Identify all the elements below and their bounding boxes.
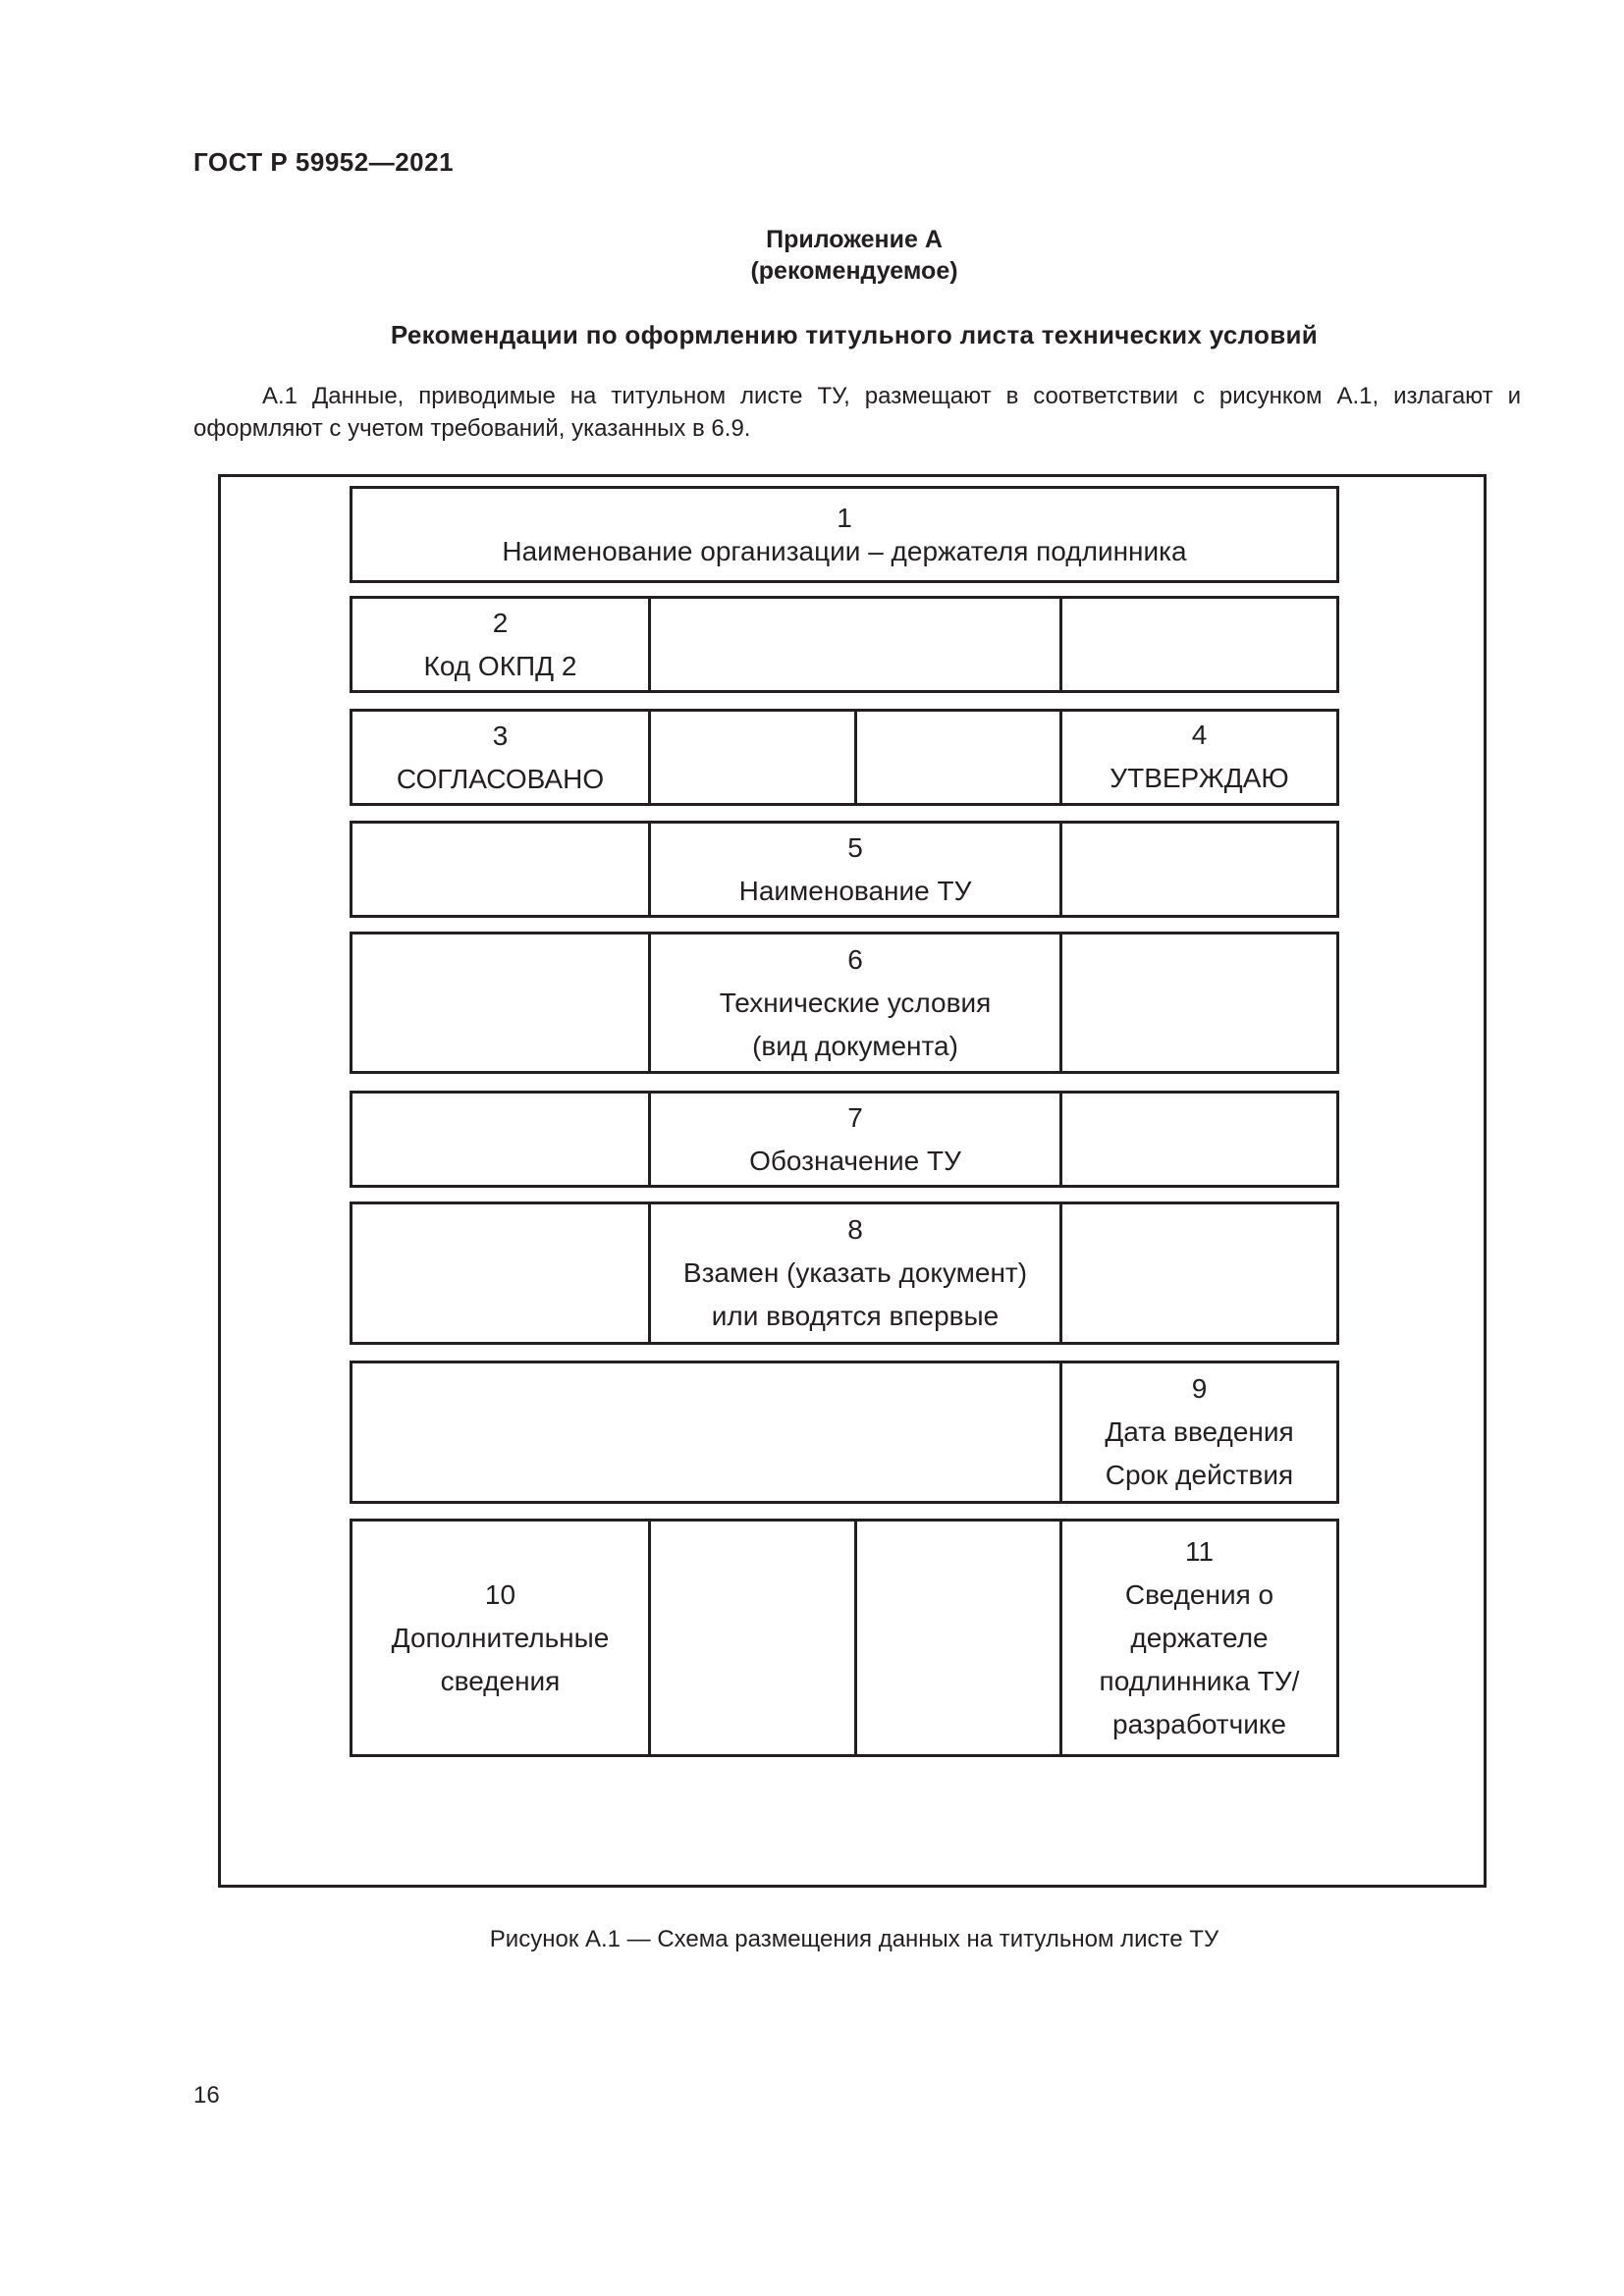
block-5-number: 5 <box>847 831 863 863</box>
appendix-status: (рекомендуемое) <box>750 257 958 285</box>
block-11-line-1: Сведения о <box>1124 1578 1274 1610</box>
block-9-number: 9 <box>1191 1373 1208 1404</box>
block-7-label: Обозначение ТУ <box>749 1145 961 1176</box>
block-3-cell <box>352 712 648 803</box>
block-8-row <box>350 1201 1339 1345</box>
paragraph-line-1: А.1 Данные, приводимые на титульном листе ТУ, размещают в соответствии с рисунком А.1, излагают и <box>262 383 1521 409</box>
block-8-line-2: или вводятся впервые <box>711 1301 1000 1331</box>
block-6-row <box>350 932 1339 1074</box>
block-5-label: Наименование ТУ <box>738 875 972 906</box>
divider <box>648 599 651 690</box>
block-6-line-2: (вид документа) <box>752 1030 958 1061</box>
divider <box>854 712 857 803</box>
block-7-cell <box>651 1094 1059 1185</box>
block-2-number: 2 <box>492 607 509 638</box>
block-9-cell <box>1062 1363 1336 1501</box>
block-4-number: 4 <box>1191 720 1208 750</box>
block-9-line-1: Дата введения <box>1105 1416 1294 1447</box>
block-1-label: Наименование организации – держателя подлинника <box>502 535 1187 566</box>
block-5-cell <box>651 824 1059 915</box>
divider <box>1059 1094 1062 1185</box>
divider <box>1059 934 1062 1071</box>
block-9-row <box>350 1361 1339 1504</box>
block-11-number: 11 <box>1184 1535 1215 1567</box>
section-title: Рекомендации по оформлению титульного листа технических условий <box>390 320 1319 349</box>
block-3-number: 3 <box>492 720 509 751</box>
block-2-label: Код ОКПД 2 <box>423 650 577 681</box>
block-6-number: 6 <box>847 943 863 975</box>
block-1-number: 1 <box>837 502 852 533</box>
divider <box>1059 824 1062 915</box>
block-11-line-3: подлинника ТУ/ <box>1099 1665 1300 1696</box>
block-7-row <box>350 1091 1339 1188</box>
divider <box>854 1522 857 1754</box>
block-10-line-1: Дополнительные <box>391 1622 610 1653</box>
block-8-number: 8 <box>847 1214 863 1245</box>
divider <box>648 712 651 803</box>
block-8-line-1: Взамен (указать документ) <box>682 1257 1028 1288</box>
divider <box>648 1522 651 1754</box>
divider <box>1059 1204 1062 1342</box>
block-6-line-1: Технические условия <box>719 987 992 1018</box>
block-4-cell <box>1062 712 1336 803</box>
block-4-label: УТВЕРЖДАЮ <box>1110 763 1289 793</box>
block-1-cell <box>352 489 1336 580</box>
block-5-row <box>350 821 1339 918</box>
figure-caption: Рисунок А.1 — Схема размещения данных на титульном листе ТУ <box>489 1926 1219 1952</box>
divider <box>1059 599 1062 690</box>
block-2-row <box>350 596 1339 693</box>
page-number: 16 <box>193 2082 220 2109</box>
block-3-label: СОГЛАСОВАНО <box>396 763 605 794</box>
block-10-11-row <box>350 1519 1339 1757</box>
block-10-number: 10 <box>484 1578 516 1610</box>
block-11-line-4: разработчике <box>1112 1708 1286 1739</box>
appendix-title: Приложение А <box>766 226 943 253</box>
block-6-cell <box>651 934 1059 1071</box>
block-7-number: 7 <box>847 1101 863 1133</box>
block-10-line-2: сведения <box>440 1665 561 1696</box>
block-1-row <box>350 486 1339 583</box>
block-8-cell <box>651 1204 1059 1342</box>
block-9-line-2: Срок действия <box>1105 1460 1294 1490</box>
document-code: ГОСТ Р 59952—2021 <box>193 147 455 177</box>
block-3-4-row <box>350 709 1339 806</box>
block-2-cell <box>352 599 648 690</box>
paragraph-line-2: оформляют с учетом требований, указанных в 6.9. <box>193 415 751 442</box>
block-10-cell <box>352 1522 648 1754</box>
block-11-cell <box>1062 1522 1336 1754</box>
block-11-line-2: держателе <box>1130 1622 1269 1653</box>
